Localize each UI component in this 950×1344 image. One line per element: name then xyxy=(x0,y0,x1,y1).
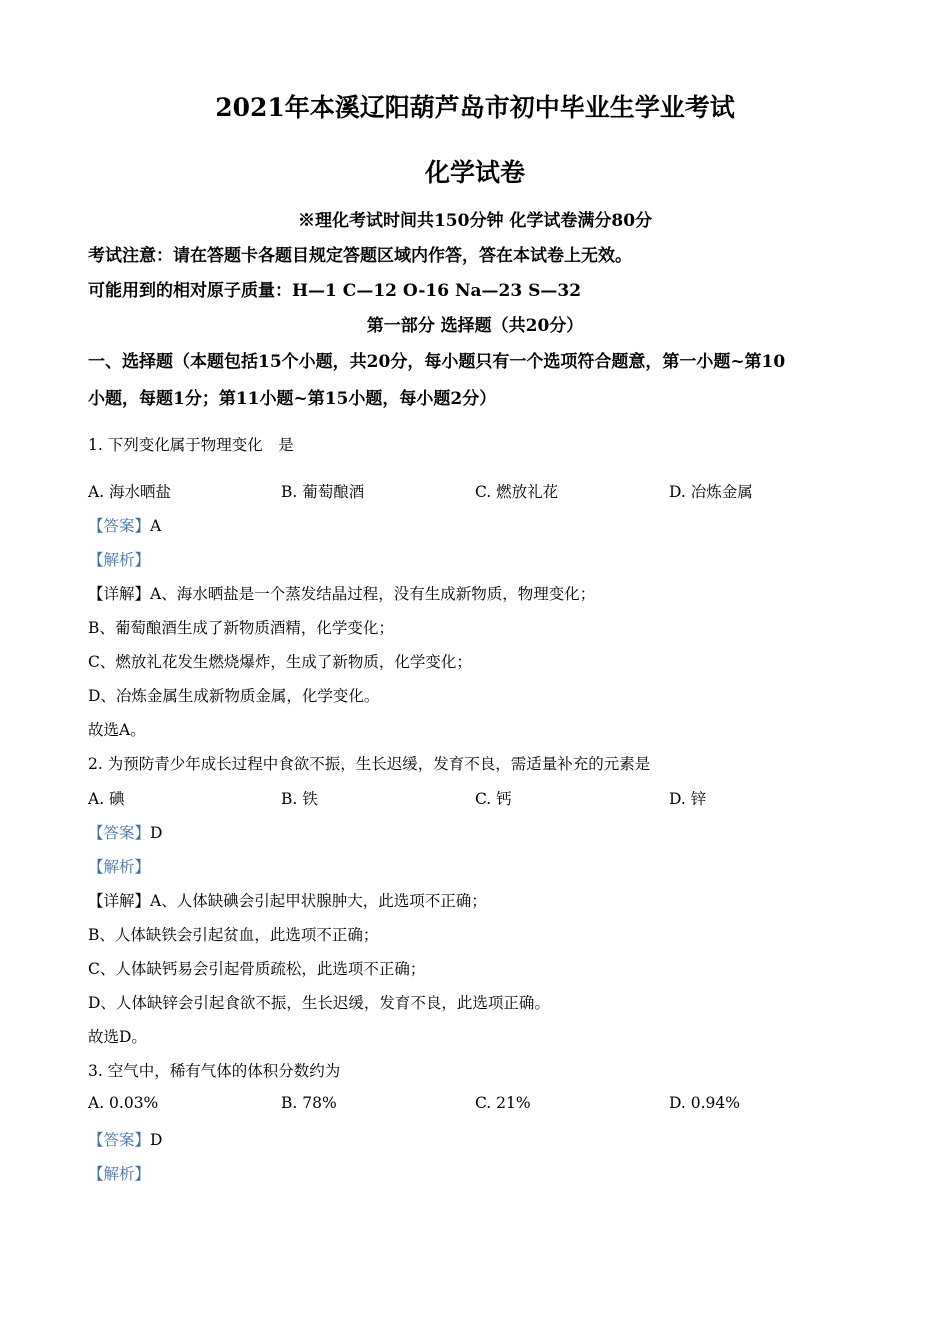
question-1-option-a: A. 海水晒盐 xyxy=(88,483,172,501)
question-3-option-b: B. 78% xyxy=(281,1094,337,1112)
question-2-detail-d: D、人体缺锌会引起食欲不振，生长迟缓，发育不良，此选项正确。 xyxy=(88,994,550,1012)
detail-label: 【详解】 xyxy=(88,585,151,603)
time-note: ※理化考试时间共150分钟 化学试卷满分80分 xyxy=(297,211,653,231)
question-2-analysis-label: 【解析】 xyxy=(88,858,151,876)
question-3-answer: D xyxy=(150,1131,163,1149)
part-title: 第一部分 选择题（共20分） xyxy=(366,316,584,336)
exam-subtitle: 化学试卷 xyxy=(424,158,525,187)
answer-label: 【答案】 xyxy=(88,824,151,842)
question-1-option-d: D. 冶炼金属 xyxy=(669,483,753,501)
question-3-option-d: D. 0.94% xyxy=(669,1094,740,1112)
question-1-detail-a: A、海水晒盐是一个蒸发结晶过程，没有生成新物质，物理变化； xyxy=(150,585,596,603)
answer-label: 【答案】 xyxy=(88,1131,151,1149)
question-3-option-a: A. 0.03% xyxy=(88,1094,159,1112)
section-instruction-line1: 一、选择题（本题包括15个小题，共20分，每小题只有一个选项符合题意，第一小题~第10 xyxy=(88,352,786,372)
answer-label: 【答案】 xyxy=(88,517,151,535)
question-2-answer: D xyxy=(150,824,163,842)
question-1-detail-c: C、燃放礼花发生燃烧爆炸，生成了新物质，化学变化； xyxy=(88,653,472,671)
question-1-detail-d: D、冶炼金属生成新物质金属，化学变化。 xyxy=(88,687,380,705)
question-1-option-b: B. 葡萄酿酒 xyxy=(281,483,365,501)
question-1-detail-row xyxy=(88,582,595,604)
detail-label: 【详解】 xyxy=(88,892,151,910)
question-3-option-c: C. 21% xyxy=(475,1094,531,1112)
question-3-stem: 3. 空气中，稀有气体的体积分数约为 xyxy=(88,1062,341,1080)
question-1-answer: A xyxy=(150,517,162,535)
question-2-answer-row xyxy=(88,821,162,843)
question-2-option-c: C. 钙 xyxy=(475,790,512,808)
question-1-conclusion: 故选A。 xyxy=(88,721,146,739)
question-1-detail-b: B、葡萄酿酒生成了新物质酒精，化学变化； xyxy=(88,619,394,637)
question-1-option-c: C. 燃放礼花 xyxy=(475,483,559,501)
question-2-option-a: A. 碘 xyxy=(88,790,125,808)
question-2-detail-b: B、人体缺铁会引起贫血，此选项不正确； xyxy=(88,926,379,944)
question-2-detail-row xyxy=(88,889,487,911)
atomic-mass-note: 可能用到的相对原子质量：H—1 C—12 O-16 Na—23 S—32 xyxy=(88,281,582,301)
section-instruction-line2: 小题，每题1分；第11小题~第15小题，每小题2分） xyxy=(88,389,497,409)
question-1-answer-row xyxy=(88,514,161,536)
question-2-stem: 2. 为预防青少年成长过程中食欲不振，生长迟缓，发育不良，需适量补充的元素是 xyxy=(88,755,651,773)
question-3-answer-row xyxy=(88,1128,162,1150)
question-2-option-d: D. 锌 xyxy=(669,790,707,808)
question-1-analysis-label: 【解析】 xyxy=(88,551,151,569)
question-2-detail-a: A、人体缺碘会引起甲状腺肿大，此选项不正确； xyxy=(150,892,487,910)
question-1-stem: 1. 下列变化属于物理变化 是 xyxy=(88,436,294,454)
exam-notice: 考试注意：请在答题卡各题目规定答题区域内作答，答在本试卷上无效。 xyxy=(88,246,632,266)
exam-title: 2021年本溪辽阳葫芦岛市初中毕业生学业考试 xyxy=(215,93,735,122)
question-2-detail-c: C、人体缺钙易会引起骨质疏松，此选项不正确； xyxy=(88,960,426,978)
question-2-option-b: B. 铁 xyxy=(281,790,318,808)
question-3-analysis-label: 【解析】 xyxy=(88,1165,151,1183)
question-2-conclusion: 故选D。 xyxy=(88,1028,147,1046)
